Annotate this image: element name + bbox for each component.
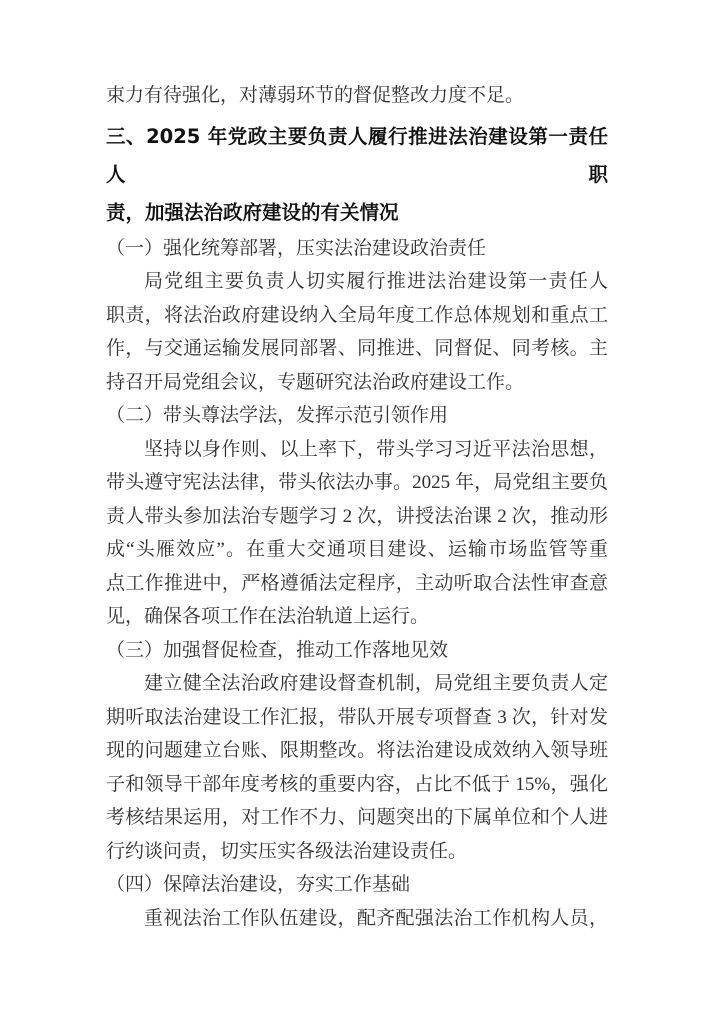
body-text-line: 行约谈问责，切实压实各级法治建设责任。 (106, 840, 468, 862)
subsection-heading-line: （四）保障法治建设，夯实工作基础 (106, 874, 411, 895)
body-text-line: 责人带头参加法治专题学习 2 次，讲授法治课 2 次，推动形 (106, 505, 608, 527)
body-text-line: 见，确保各项工作在法治轨道上运行。 (106, 606, 430, 627)
body-text-line: 建立健全法治政府建设督查机制，局党组主要负责人定 (144, 673, 608, 694)
subsection-heading-line: （三）加强督促检查，推动工作落地见效 (106, 639, 449, 661)
body-text-line: 点工作推进中，严格遵循法定程序，主动听取合法性审查意 (106, 572, 608, 594)
section-heading-line: 责，加强法治政府建设的有关情况 (106, 200, 399, 224)
body-text-line: 现的问题建立台账、限期整改。将法治建设成效纳入领导班 (106, 740, 608, 761)
body-text-line: 局党组主要负责人切实履行推进法治建设第一责任人 (144, 271, 608, 292)
body-text-line: 考核结果运用，对工作不力、问题突出的下属单位和个人进 (106, 807, 608, 828)
body-text-line: 期听取法治建设工作汇报，带队开展专项督查 3 次，针对发 (106, 706, 608, 728)
body-text-line: 束力有待强化，对薄弱环节的督促整改力度不足。 (106, 85, 525, 106)
document-content (106, 79, 608, 935)
body-text-line: 子和领导干部年度考核的重要内容，占比不低于 15%，强化 (106, 773, 608, 795)
body-text-line: 职责，将法治政府建设纳入全局年度工作总体规划和重点工 (106, 304, 608, 326)
section-heading-line: 三、2025 年党政主要负责人履行推进法治建设第一责任人职 (106, 124, 608, 186)
body-text-line: 坚持以身作则、以上率下，带头学习习近平法治思想， (144, 438, 608, 460)
body-text-line: 成“头雁效应”。在重大交通项目建设、运输市场监管等重 (106, 539, 608, 560)
body-text-line: 带头遵守宪法法律，带头依法办事。2025 年，局党组主要负 (106, 472, 608, 493)
subsection-heading-line: （二）带头尊法学法，发挥示范引领作用 (106, 405, 449, 426)
body-text-line: 作，与交通运输发展同部署、同推进、同督促、同考核。主 (106, 338, 608, 359)
subsection-heading-line: （一）强化统筹部署，压实法治建设政治责任 (106, 237, 487, 259)
body-text-line: 持召开局党组会议，专题研究法治政府建设工作。 (106, 371, 525, 393)
body-text-line: 重视法治工作队伍建设，配齐配强法治工作机构人员， (144, 907, 608, 929)
